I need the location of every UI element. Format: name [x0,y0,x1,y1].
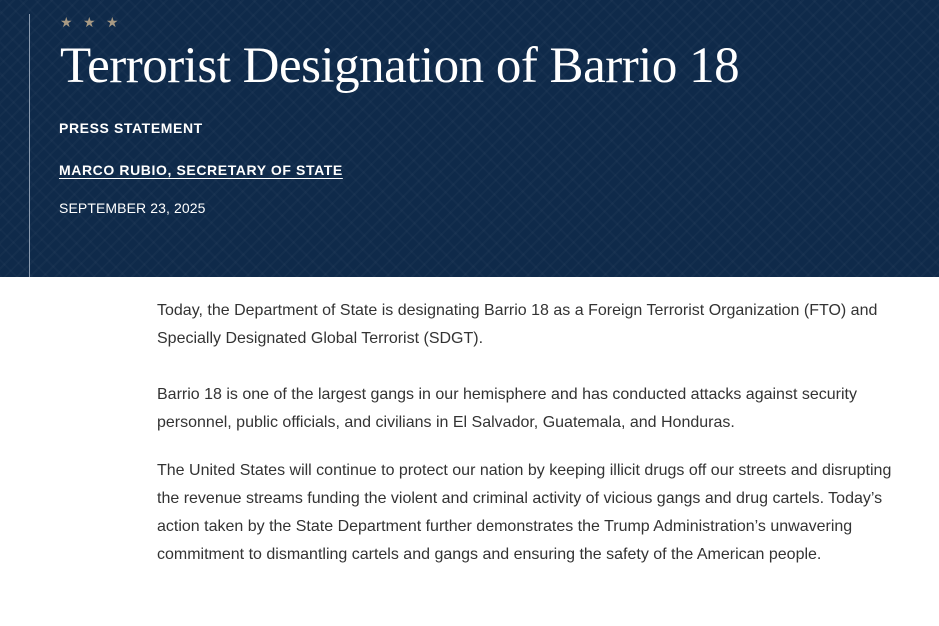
body-paragraph-2: Barrio 18 is one of the largest gangs in our hemisphere and has conducted attacks against security personnel, public officials, and civilians in El Salvador, Guatemala, and Honduras. [157,386,857,431]
body-paragraph-1: Today, the Department of State is designating Barrio 18 as a Foreign Terrorist Organization (FTO) and Specially Designated Global Terrorist (SDGT). [157,302,878,347]
press-statement-hero [0,0,939,277]
hero-divider-line [29,14,30,277]
publish-date: SEPTEMBER 23, 2025 [59,200,206,216]
body-paragraph-3: The United States will continue to protect our nation by keeping illicit drugs off our streets and disrupting the revenue streams funding the violent and criminal activity of vicious gangs and drug cartels. Today’s action taken by the State Department further demonstrates the Trump Administration’s unwavering commitment to dismantling cartels and gangs and ensuring the safety of the American people. [157,462,892,563]
author-link[interactable]: MARCO RUBIO, SECRETARY OF STATE [59,162,343,178]
stars-icon: ★ ★ ★ [60,15,122,31]
page-title: Terrorist Designation of Barrio 18 [60,38,740,94]
article-type-label: PRESS STATEMENT [59,120,203,136]
article-body [157,297,907,569]
